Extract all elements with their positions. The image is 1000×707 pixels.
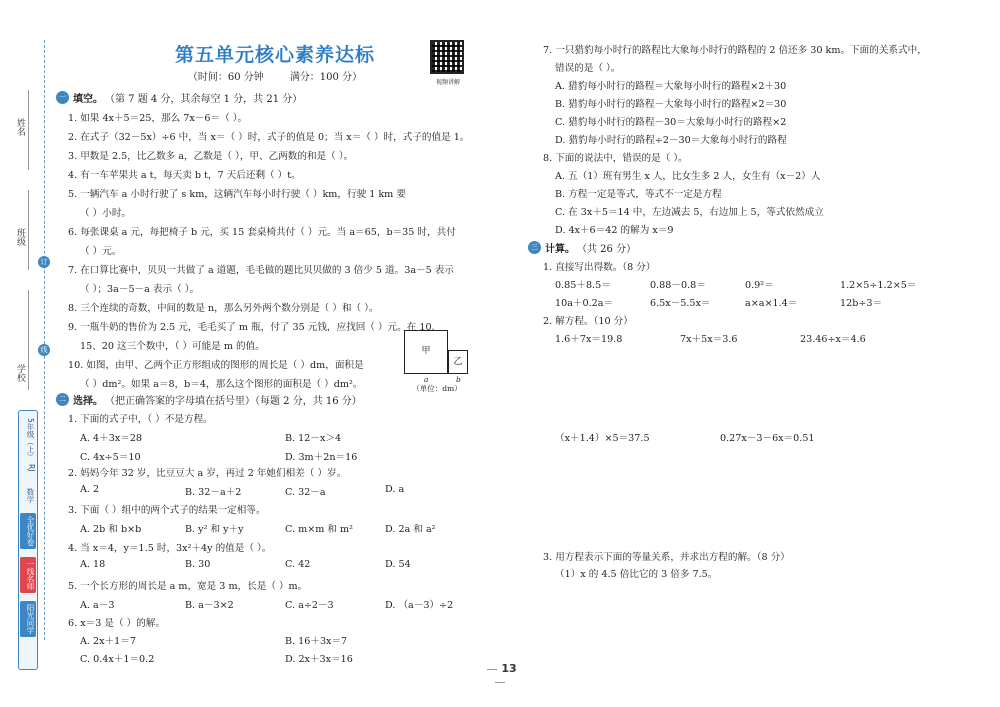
calc-q3-1: （1）x 的 4.5 倍比它的 3 倍多 7.5。: [555, 569, 718, 580]
calc-item: 10a＋0.2a＝: [555, 298, 614, 309]
total-score: 满分：100 分）: [289, 72, 363, 83]
fill-q7: 7. 在口算比赛中，贝贝一共做了 a 道题，毛毛做的题比贝贝做的 3 倍少 5 道。3a－5 表示: [68, 265, 454, 276]
time-limit: （时间：60 分钟: [187, 72, 264, 83]
binding-cut-line: [44, 40, 45, 640]
section-note: （把正确答案的字母填在括号里）（每题 2 分，共 16 分）: [105, 396, 362, 407]
calc-item: 6.5x－5.5x＝: [650, 298, 711, 309]
choice-q8-c[interactable]: C. 在 3x＋5＝14 中，左边减去 5，右边加上 5，等式依然成立: [555, 207, 824, 218]
fill-q7-cont: （ ）；3a－5－a 表示（ ）。: [80, 284, 200, 295]
calc-item: 0.9²＝: [745, 280, 774, 291]
section-number-icon: 三: [528, 241, 541, 254]
choice-q8: 8. 下面的说法中，错误的是（ ）。: [543, 153, 688, 164]
equation-item: 1.6＋7x＝19.8: [555, 334, 623, 345]
brand-grade: 5年级（上）: [26, 418, 35, 461]
name-blank[interactable]: [28, 90, 29, 170]
choice-q3-b[interactable]: B. y² 和 y＋y: [185, 524, 244, 535]
choice-q8-b[interactable]: B. 方程一定是等式，等式不一定是方程: [555, 189, 722, 200]
choice-q2-a[interactable]: A. 2: [80, 484, 100, 495]
choice-q5-c[interactable]: C. a÷2－3: [285, 600, 334, 611]
section-title: 填空。: [73, 94, 103, 105]
qr-caption: 视频讲解: [435, 79, 460, 86]
page-title: 第五单元核心素养达标: [174, 44, 375, 66]
section-title: 计算。: [545, 244, 575, 255]
fill-q2: 2. 在式子（32－5x）÷6 中，当 x＝（ ）时，式子的值是 0；当 x＝（ ）时，式子的值是 1。: [68, 132, 470, 143]
calc-item: 12b÷3＝: [840, 298, 883, 309]
fill-q10-cont: （ ）dm²。如果 a＝8，b＝4，那么这个图形的面积是（ ）dm²。: [80, 379, 363, 390]
section-fill-blank: [56, 90, 302, 105]
binding-strip: [0, 0, 58, 707]
choice-q7-d[interactable]: D. 猎豹每小时行的路程÷2－30＝大象每小时行的路程: [555, 135, 787, 146]
square-yi: 乙: [448, 350, 468, 374]
choice-q7-cont: 错误的是（ ）。: [555, 63, 621, 74]
equation-item: 7x＋5x＝3.6: [680, 334, 738, 345]
choice-q6-d[interactable]: D. 2x＋3x＝16: [285, 654, 353, 665]
fill-q5-cont: （ ）小时。: [80, 208, 132, 219]
fill-q1: 1. 如果 4x＋5＝25，那么 7x－6＝（ ）。: [68, 113, 248, 124]
section-number-icon: 二: [56, 393, 69, 406]
class-label: 班级: [15, 228, 25, 246]
binding-dot-1: 订: [38, 256, 50, 268]
choice-q1: 1. 下面的式子中，（ ）不是方程。: [68, 414, 213, 425]
dim-a-label: a: [424, 375, 429, 384]
choice-q3-d[interactable]: D. 2a 和 a²: [385, 524, 436, 535]
square-jia: 甲: [404, 330, 448, 374]
choice-q1-c[interactable]: C. 4x÷5＝10: [80, 452, 141, 463]
choice-q1-d[interactable]: D. 3m＋2n＝16: [285, 452, 358, 463]
section-calculation: [528, 240, 636, 255]
fill-q5: 5. 一辆汽车 a 小时行驶了 s km，这辆汽车每小时行驶（ ）km，行驶 1 km 要: [68, 189, 406, 200]
name-label: 姓名: [15, 118, 25, 136]
choice-q5-b[interactable]: B. a－3×2: [185, 600, 234, 611]
choice-q8-d[interactable]: D. 4x＋6＝42 的解为 x＝9: [555, 225, 674, 236]
choice-q5-d[interactable]: D. （a－3）÷2: [385, 600, 454, 611]
choice-q7: 7. 一只猎豹每小时行的路程比大象每小时行的路程的 2 倍还多 30 km。下面的关系式中，: [543, 45, 927, 56]
equation-item: 23.46÷x＝4.6: [800, 334, 866, 345]
brand-tag-2: 全优好卷: [20, 513, 36, 549]
brand-subject: 数学: [26, 488, 35, 503]
choice-q6-a[interactable]: A. 2x＋1＝7: [80, 636, 136, 647]
fill-q8: 8. 三个连续的奇数，中间的数是 n，那么另外两个数分别是（ ）和（ ）。: [68, 303, 379, 314]
choice-q6-b[interactable]: B. 16＋3x＝7: [285, 636, 348, 647]
choice-q2-b[interactable]: B. 32－a＋2: [185, 487, 242, 498]
choice-q4-d[interactable]: D. 54: [385, 559, 411, 570]
choice-q7-a[interactable]: A. 猎豹每小时行的路程＝大象每小时行的路程×2＋30: [555, 81, 787, 92]
section-number-icon: 一: [56, 91, 69, 104]
choice-q3-a[interactable]: A. 2b 和 b×b: [80, 524, 142, 535]
dim-b-label: b: [456, 375, 461, 384]
choice-q1-a[interactable]: A. 4＋3x＝28: [80, 433, 143, 444]
choice-q4: 4. 当 x＝4，y＝1.5 时，3x²＋4y 的值是（ ）。: [68, 543, 272, 554]
brand-box: [18, 410, 38, 670]
qr-code-icon[interactable]: [430, 40, 464, 74]
choice-q2-d[interactable]: D. a: [385, 484, 405, 495]
fill-q4: 4. 有一车苹果共 a t，每天卖 b t，7 天后还剩（ ）t。: [68, 170, 301, 181]
section-note: （共 26 分）: [577, 244, 637, 255]
binding-dot-2: 线: [38, 344, 50, 356]
fill-q6-cont: （ ）元。: [80, 246, 122, 257]
calc-item: 0.88－0.8＝: [650, 280, 706, 291]
choice-q3: 3. 下面（ ）组中的两个式子的结果一定相等。: [68, 505, 266, 516]
choice-q3-c[interactable]: C. m×m 和 m²: [285, 524, 353, 535]
exam-meta: [150, 68, 400, 83]
choice-q2-c[interactable]: C. 32－a: [285, 487, 326, 498]
brand-edition: RJ: [27, 464, 36, 472]
choice-q5-a[interactable]: A. a－3: [80, 600, 115, 611]
choice-q1-b[interactable]: B. 12－x＞4: [285, 433, 342, 444]
school-label: 学校: [15, 364, 25, 382]
fill-q3: 3. 甲数是 2.5，比乙数多 a，乙数是（ ），甲、乙两数的和是（ ）。: [68, 151, 354, 162]
section-title: 选择。: [73, 396, 103, 407]
choice-q6: 6. x＝3 是（ ）的解。: [68, 618, 165, 629]
calc-item: 1.2×5÷1.2×5＝: [840, 280, 917, 291]
class-blank[interactable]: [28, 190, 29, 270]
equation-item: 0.27x－3－6x＝0.51: [720, 433, 815, 444]
calc-item: a×a×1.4＝: [745, 298, 798, 309]
choice-q7-c[interactable]: C. 猎豹每小时行的路程－30＝大象每小时行的路程×2: [555, 117, 787, 128]
fill-q9: 9. 一瓶牛奶的售价为 2.5 元，毛毛买了 m 瓶，付了 35 元钱，应找回（ ）元。在 10、: [68, 322, 442, 333]
calc-q3: 3. 用方程表示下面的等量关系，并求出方程的解。（8 分）: [543, 552, 790, 563]
brand-tag-1: 一线名师: [20, 557, 36, 593]
choice-q4-c[interactable]: C. 42: [285, 559, 311, 570]
choice-q2: 2. 妈妈今年 32 岁，比豆豆大 a 岁，再过 2 年她们相差（ ）岁。: [68, 468, 347, 479]
choice-q6-c[interactable]: C. 0.4x＋1＝0.2: [80, 654, 155, 665]
page-number: 13: [475, 662, 525, 688]
choice-q4-b[interactable]: B. 30: [185, 559, 211, 570]
brand-logo: 阳光同学: [20, 601, 36, 637]
fill-q9-cont: 15、20 这三个数中，（ ）可能是 m 的值。: [80, 341, 265, 352]
school-blank[interactable]: [28, 290, 29, 390]
calc-q2: 2. 解方程。（10 分）: [543, 316, 633, 327]
fill-q6: 6. 每张课桌 a 元，每把椅子 b 元，买 15 套桌椅共付（ ）元。当 a＝65，b＝35 时，共付: [68, 227, 456, 238]
choice-q7-b[interactable]: B. 猎豹每小时行的路程－大象每小时行的路程×2＝30: [555, 99, 787, 110]
squares-figure: [404, 330, 468, 393]
calc-item: 0.85＋8.5＝: [555, 280, 611, 291]
section-note: （第 7 题 4 分，其余每空 1 分，共 21 分）: [105, 94, 303, 105]
section-choice: [56, 392, 362, 407]
choice-q5: 5. 一个长方形的周长是 a m，宽是 3 m，长是（ ）m。: [68, 581, 308, 592]
choice-q8-a[interactable]: A. 五（1）班有男生 x 人，比女生多 2 人，女生有（x－2）人: [555, 171, 821, 182]
calc-q1: 1. 直接写出得数。（8 分）: [543, 262, 656, 273]
choice-q4-a[interactable]: A. 18: [80, 559, 106, 570]
figure-unit: （单位：dm）: [412, 384, 462, 393]
equation-item: （x＋1.4）×5＝37.5: [555, 433, 650, 444]
fill-q10: 10. 如图，由甲、乙两个正方形组成的图形的周长是（ ）dm，面积是: [68, 360, 364, 371]
